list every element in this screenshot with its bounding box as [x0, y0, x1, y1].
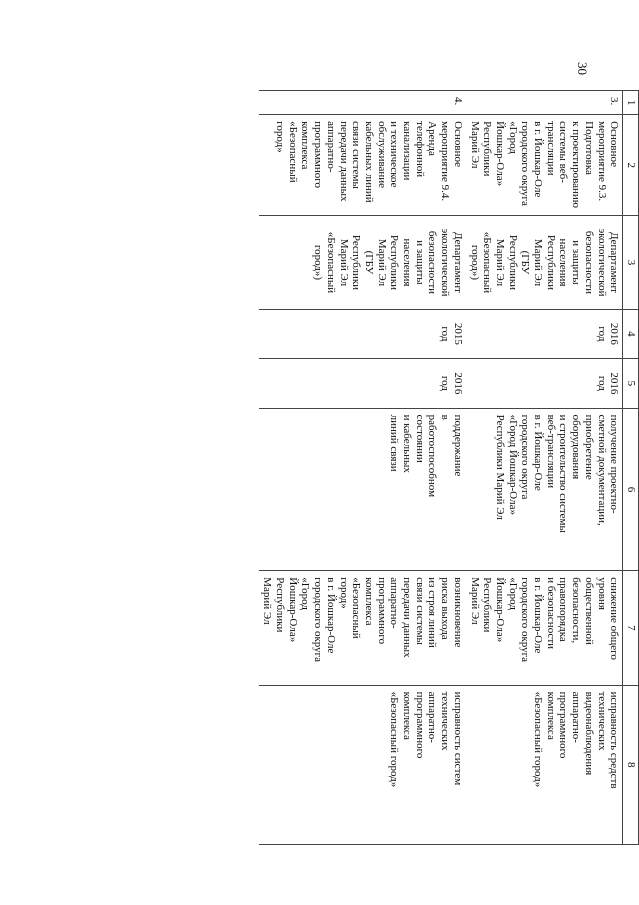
consequences-cell: снижение общего уровня общественной безопасности, правопорядка и безопасности в г. Йошкар-Оле городского округа «Город Йошкар-Ола» Республики Марий Эл: [466, 571, 623, 685]
header-col-5: 5: [623, 359, 639, 408]
start-year-cell: 2015 год: [259, 309, 466, 358]
activity-cell: Основное мероприятие 9.4. Аренда телефонной канализации и техническое обслуживание кабельных линий связи системы передачи данных аппаратно- программного комплекса «Безопасный город»: [259, 115, 466, 216]
end-year-cell: 2016 год: [466, 359, 623, 408]
header-col-2: 2: [623, 115, 639, 216]
consequences-cell: возникновение риска выхода из строя линий связи системы передачи данных аппаратно- программного комплекса «Безопасный город» в г. Йошкар-Оле городского округа «Город Йошкар-Ола» Республики Марий Эл: [259, 571, 466, 685]
end-year-cell: 2016 год: [259, 359, 466, 408]
table-row: [259, 91, 466, 845]
program-activities-table: [259, 90, 639, 845]
table-header-row: [623, 91, 639, 845]
header-col-7: 7: [623, 571, 639, 685]
header-col-4: 4: [623, 309, 639, 358]
row-number: 3.: [466, 91, 623, 115]
executor-cell: Департамент экологической безопасности и защиты населения Республики Марий Эл (ГБУ Республики Марий Эл «Безопасный город»): [466, 216, 623, 309]
page-number: 30: [575, 62, 590, 75]
header-col-8: 8: [623, 685, 639, 844]
executor-cell: Департамент экологической безопасности и защиты населения Республики Марий Эл (ГБУ Республики Марий Эл «Безопасный город»): [259, 216, 466, 309]
header-col-3: 3: [623, 216, 639, 309]
table-row: [466, 91, 623, 845]
indicators-cell: исправность средств технических видеонаблюдения аппаратно- программного комплекса «Безопасный город»: [466, 685, 623, 844]
header-col-6: 6: [623, 408, 639, 571]
header-col-1: 1: [623, 91, 639, 115]
program-table-wrapper: [19, 90, 639, 845]
expected-result-cell: поддержание в работоспособном состоянии и кабельных линий связи: [259, 408, 466, 571]
indicators-cell: исправность систем технических аппаратно- программного комплекса «Безопасный город»: [259, 685, 466, 844]
start-year-cell: 2016 год: [466, 309, 623, 358]
expected-result-cell: получение проектно- сметной документации, приобретение оборудования и строительство системы веб-трансляции в г. Йошкар-Оле городского округа «Город Йошкар-Ола» Республики Марий Эл: [466, 408, 623, 571]
row-number: 4.: [259, 91, 466, 115]
activity-cell: Основное мероприятие 9.3. Подготовка к проектированию системы веб- трансляции в г. Йошкар-Оле городского округа «Город Йошкар-Ола» Республики Марий Эл: [466, 115, 623, 216]
